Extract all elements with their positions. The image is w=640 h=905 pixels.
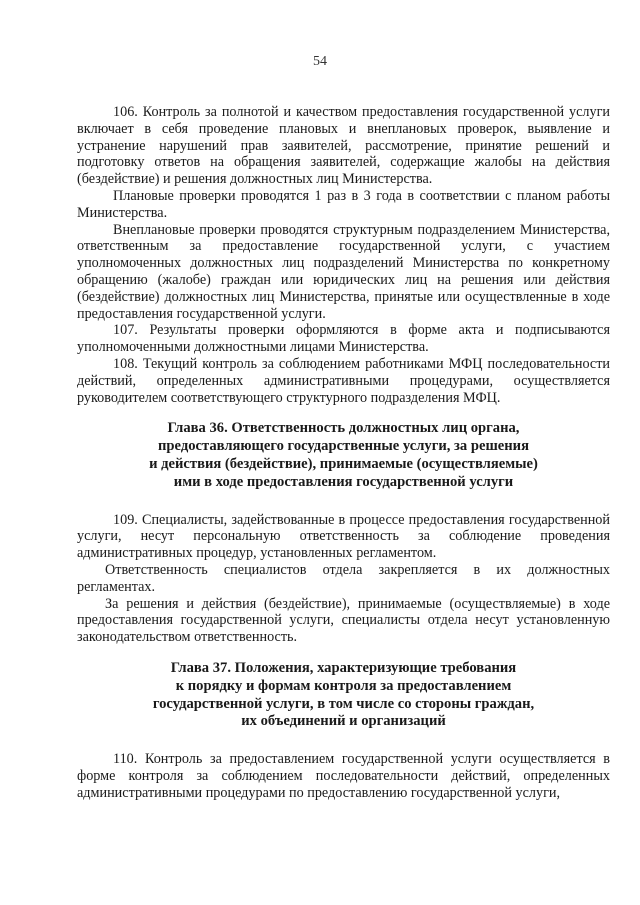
heading-line: ими в ходе предоставления государственной услуги [173,473,514,490]
heading-line: их объединений и организаций [241,713,446,730]
paragraph-planned-inspections: Плановые проверки проводятся 1 раз в 3 года в соответствии с планом работы Министерства. [77,187,610,221]
paragraph-107: 107. Результаты проверки оформляются в форме акта и подписываются уполномоченными должностными лицами Министерства. [77,322,610,356]
spacer [77,646,610,660]
heading-line: Глава 36. Ответственность должностных лиц органа, [167,420,520,437]
heading-chapter-37 [77,660,610,731]
heading-chapter-36 [77,420,610,491]
paragraph-108: 108. Текущий контроль за соблюдением работниками МФЦ последовательности действий, определенных административными процедурами, осуществляется руководителем соответствующего структурного подразделения МФЦ. [77,355,610,406]
paragraph-unplanned-inspections: Внеплановые проверки проводятся структурным подразделением Министерства, ответственным за предоставление государственной услуги, с участием уполномоченных должностных лиц подразделений Министерства по конкретному обращению (жалобе) граждан или юридических лиц на решения или действия (бездействие) должностных лиц Министерства, принятые или осуществленные в ходе предоставления государственной услуги. [77,221,610,322]
spacer [77,731,610,751]
heading-line: предоставляющего государственные услуги, за решения [158,438,529,455]
document-body [77,104,610,801]
heading-line: Глава 37. Положения, характеризующие требования [170,659,517,676]
heading-line: к порядку и формам контроля за предоставлением [175,677,512,694]
paragraph-decisions-responsibility: За решения и действия (бездействие), принимаемые (осуществляемые) в ходе предоставления государственной услуги, специалисты отдела несут установленную законодательством ответственность. [77,595,610,646]
spacer [77,492,610,512]
paragraph-109: 109. Специалисты, задействованные в процессе предоставления государственной услуги, несут персональную ответственность за соблюдение проведения административных процедур, установленных регламентом. [77,511,610,562]
paragraph-110: 110. Контроль за предоставлением государственной услуги осуществляется в форме контроля за соблюдением последовательности действий, определенных административными процедурами по предоставлению государственной услуги, [77,751,610,801]
paragraph-specialists-responsibility: Ответственность специалистов отдела закрепляется в их должностных регламентах. [77,561,610,595]
heading-line: и действия (бездействие), принимаемые (осуществляемые) [149,455,538,472]
heading-line: государственной услуги, в том числе со стороны граждан, [152,695,535,712]
spacer [77,406,610,420]
page-number: 54 [313,54,327,69]
paragraph-106: 106. Контроль за полнотой и качеством предоставления государственной услуги включает в себя проведение плановых и внеплановых проверок, выявление и устранение нарушений прав заявителей, рассмотрение, принятие решений и подготовку ответов на обращения заявителей, содержащие жалобы на действия (бездействие) и решения должностных лиц Министерства. [77,104,610,188]
